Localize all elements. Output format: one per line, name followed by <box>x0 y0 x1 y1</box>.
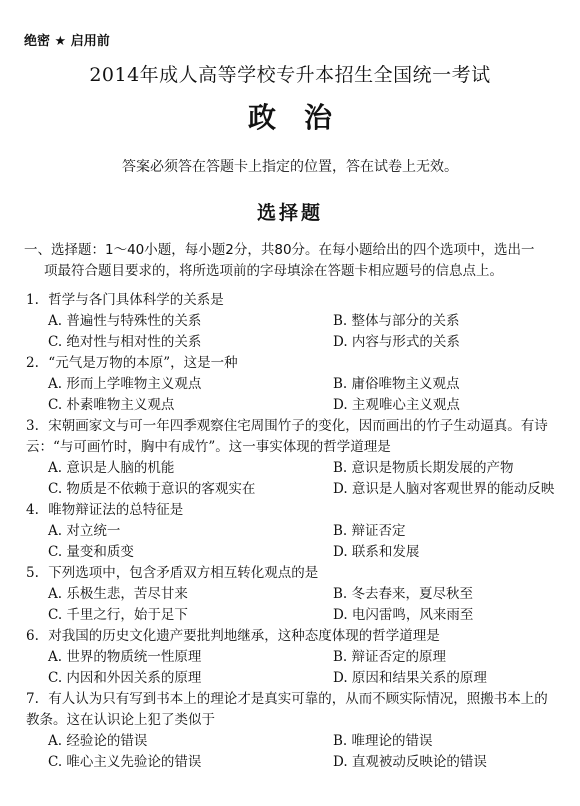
option-d: D. 联系和发展 <box>333 544 420 560</box>
question-4 <box>26 500 562 563</box>
option-d: D. 内容与形式的关系 <box>333 334 460 350</box>
question-1 <box>26 290 562 353</box>
option-b: B. 唯理论的错误 <box>333 733 433 749</box>
question-text: “元气是万物的本原”，这是一种 <box>48 355 238 371</box>
option-c: C. 朴素唯物主义观点 <box>48 397 175 413</box>
option-d: D. 意识是人脑对客观世界的能动反映 <box>333 481 555 497</box>
question-6 <box>26 626 562 689</box>
question-5 <box>26 563 562 626</box>
question-stem <box>26 290 562 311</box>
option-b: B. 意识是物质长期发展的产物 <box>333 460 514 476</box>
question-stem <box>26 689 562 710</box>
instruction-line-1: 一、选择题：1～40小题，每小题2分，共80分。在每小题给出的四个选项中，选出一 <box>24 242 535 258</box>
question-text: 宋朝画家文与可一年四季观察住宅周围竹子的变化，因而画出的竹子生动逼真。有诗 <box>48 418 548 434</box>
option-c: C. 物质是不依赖于意识的客观实在 <box>48 481 256 497</box>
question-stem <box>26 626 562 647</box>
option-a: A. 对立统一 <box>48 523 121 539</box>
secret-marker: 绝密 ★ 启用前 <box>24 34 110 49</box>
option-a: A. 世界的物质统一性原理 <box>48 649 202 665</box>
question-2 <box>26 353 562 416</box>
option-a: A. 形而上学唯物主义观点 <box>48 376 202 392</box>
question-text: 哲学与各门具体科学的关系是 <box>48 292 224 308</box>
question-stem <box>26 353 562 374</box>
question-text: 唯物辩证法的总特征是 <box>48 502 184 518</box>
option-b: B. 庸俗唯物主义观点 <box>333 376 460 392</box>
option-a: A. 意识是人脑的机能 <box>48 460 175 476</box>
subject-title: 政治 <box>247 101 360 134</box>
question-text-continued: 教条。这在认识论上犯了类似于 <box>26 712 215 728</box>
section-title: 选择题 <box>256 202 323 224</box>
option-b: B. 辩证否定的原理 <box>333 649 447 665</box>
option-grid <box>26 521 562 563</box>
option-c: C. 量变和质变 <box>48 544 134 560</box>
question-number: 3. <box>26 418 39 434</box>
option-d: D. 直观被动反映论的错误 <box>333 754 487 770</box>
question-3 <box>26 416 562 500</box>
option-c: C. 千里之行，始于足下 <box>48 607 188 623</box>
question-stem <box>26 500 562 521</box>
option-grid <box>26 458 562 500</box>
option-b: B. 冬去春来，夏尽秋至 <box>333 586 474 602</box>
question-number: 2. <box>26 355 39 371</box>
option-c: C. 绝对性与相对性的关系 <box>48 334 202 350</box>
instruction-line-2: 项最符合题目要求的，将所选项前的字母填涂在答题卡相应题号的信息点上。 <box>44 263 503 279</box>
question-number: 6. <box>26 628 39 644</box>
question-text: 下列选项中，包含矛盾双方相互转化观点的是 <box>48 565 319 581</box>
answer-notice: 答案必须答在答题卡上指定的位置，答在试卷上无效。 <box>122 159 458 175</box>
option-a: A. 乐极生悲，苦尽甘来 <box>48 586 188 602</box>
exam-title: 2014年成人高等学校专升本招生全国统一考试 <box>89 64 491 86</box>
question-number: 1. <box>26 292 39 308</box>
question-number: 7. <box>26 691 39 707</box>
option-grid <box>26 647 562 689</box>
question-7 <box>26 689 562 773</box>
question-text: 对我国的历史文化遗产要批判地继承，这种态度体现的哲学道理是 <box>48 628 440 644</box>
option-d: D. 原因和结果关系的原理 <box>333 670 487 686</box>
question-text: 有人认为只有写到书本上的理论才是真实可靠的，从而不顾实际情况，照搬书本上的 <box>48 691 548 707</box>
option-b: B. 整体与部分的关系 <box>333 313 460 329</box>
section-instructions <box>24 240 562 282</box>
option-grid <box>26 584 562 626</box>
question-text-continued: 云：“与可画竹时，胸中有成竹”。这一事实体现的哲学道理是 <box>26 439 391 455</box>
question-number: 5. <box>26 565 39 581</box>
question-stem <box>26 563 562 584</box>
question-list <box>26 290 562 773</box>
option-d: D. 主观唯心主义观点 <box>333 397 460 413</box>
option-a: A. 经验论的错误 <box>48 733 148 749</box>
option-a: A. 普遍性与特殊性的关系 <box>48 313 202 329</box>
option-grid <box>26 311 562 353</box>
option-grid <box>26 374 562 416</box>
option-c: C. 内因和外因关系的原理 <box>48 670 202 686</box>
question-stem <box>26 416 562 437</box>
option-d: D. 电闪雷鸣，风来雨至 <box>333 607 474 623</box>
option-b: B. 辩证否定 <box>333 523 406 539</box>
question-number: 4. <box>26 502 39 518</box>
option-c: C. 唯心主义先验论的错误 <box>48 754 202 770</box>
option-grid <box>26 731 562 773</box>
